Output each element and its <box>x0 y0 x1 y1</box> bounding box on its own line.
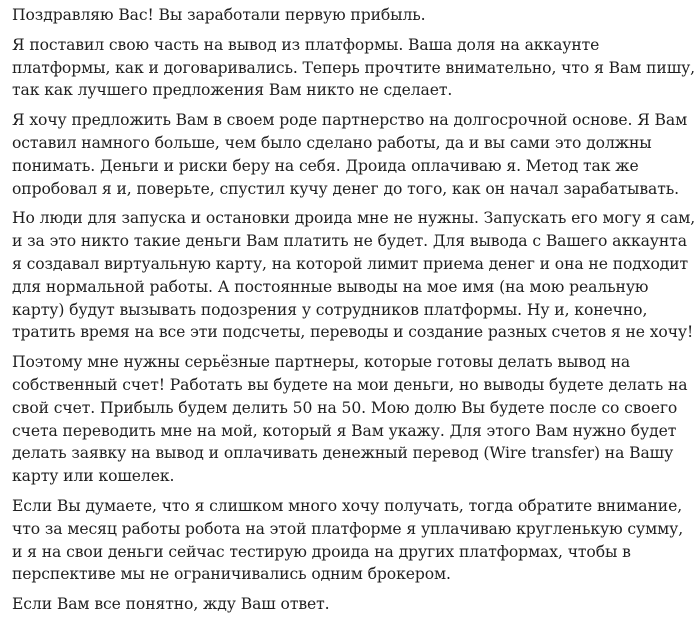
paragraph-withdrawal: Я поставил свою часть на вывод из платформы. Ваша доля на аккаунте платформы, как и договаривались. Теперь прочтите внимательно, что я Вам пишу, так как лучшего предложения Вам никто не сделает. <box>12 35 696 100</box>
greeting-paragraph: Поздравляю Вас! Вы заработали первую прибыль. <box>12 6 426 24</box>
message-body <box>12 4 696 623</box>
paragraph-droid-operation: Но люди для запуска и остановки дроида мне не нужны. Запускать его могу я сам, и за это никто такие деньги Вам платить не будет. Для вывода с Вашего аккаунта я создавал виртуальную карту, на которой лимит приема денег и она не подходит для нормальной работы. А постоянные выводы на мое имя (на мою реальную карту) будут вызывать подозрения у сотрудников платформы. Ну и, конечно, тратить время на все эти подсчеты, переводы и создание разных счетов я не хочу! <box>12 209 696 342</box>
paragraph-partner-requirements: Поэтому мне нужны серьёзные партнеры, которые готовы делать вывод на собственный счет! Работать вы будете на мои деньги, но выводы будете делать на свой счет. Прибыль будем делить 50 на 50. Мою долю Вы будете после со своего счета переводить мне на мой, который я Вам укажу. Для этого Вам нужно будет делать заявку на вывод и оплачивать денежный перевод (Wire transfer) на Вашу карту или кошелек. <box>12 353 688 486</box>
paragraph-expenses: Если Вы думаете, что я слишком много хочу получать, тогда обратите внимание, что за месяц работы робота на этой платформе я уплачиваю кругленькую сумму, и я на свои деньги сейчас тестирую дроида на других платформах, чтобы в перспективе мы не ограничивались одним брокером. <box>12 496 684 584</box>
closing-paragraph: Если Вам все понятно, жду Ваш ответ. <box>12 595 330 614</box>
paragraph-partnership-offer: Я хочу предложить Вам в своем роде партнерство на долгосрочной основе. Я Вам оставил намного больше, чем было сделано работы, да и вы сами это должны понимать. Деньги и риски беру на себя. Дроида оплачиваю я. Метод так же опробовал я и, поверьте, спустил кучу денег до того, как он начал зарабатывать. <box>12 111 688 198</box>
